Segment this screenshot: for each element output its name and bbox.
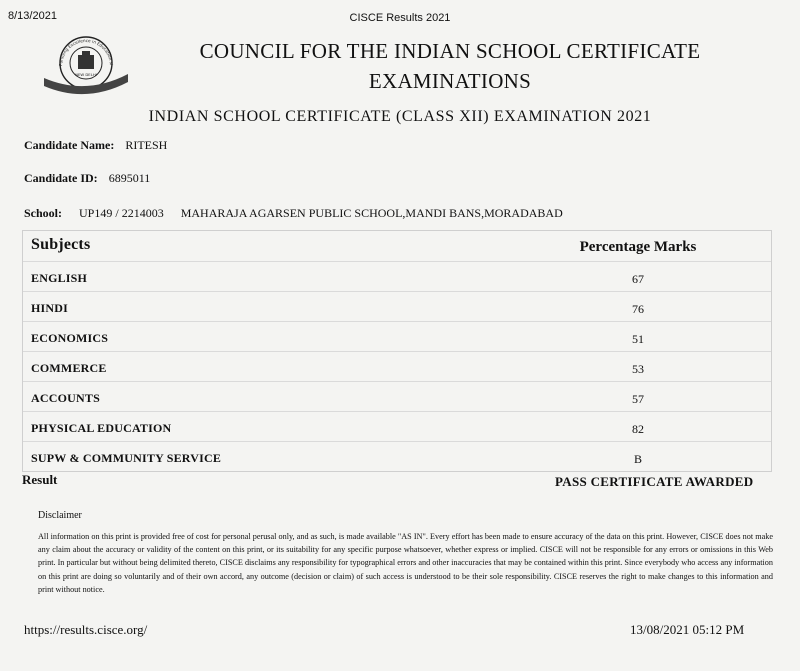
school-row: [24, 206, 563, 221]
subject-name: SUPW & COMMUNITY SERVICE: [31, 451, 222, 465]
council-title-line2: EXAMINATIONS: [368, 69, 532, 93]
school-label: School:: [24, 206, 63, 220]
candidate-name-row: [24, 138, 167, 153]
footer-timestamp: 13/08/2021 05:12 PM: [630, 622, 745, 637]
candidate-id-value: 6895011: [108, 171, 151, 185]
footer-url: https://results.cisce.org/: [24, 622, 148, 637]
table-row: [23, 352, 771, 382]
school-name: MAHARAJA AGARSEN PUBLIC SCHOOL,MANDI BANS,MORADABAD: [180, 206, 563, 220]
logo-ring-text: Pursuing Excellence in Education si: [57, 37, 114, 67]
subject-mark: 82: [632, 422, 644, 436]
page-header-title: CISCE Results 2021: [349, 12, 451, 24]
marks-column-header: Percentage Marks: [579, 239, 697, 255]
marks-table-header: [23, 231, 771, 262]
subject-mark: 51: [632, 332, 644, 346]
svg-text:Pursuing Excellence in Educati: [40, 30, 114, 66]
candidate-name-label: Candidate Name:: [24, 138, 115, 152]
disclaimer-title: Disclaimer: [38, 510, 82, 521]
subject-name: HINDI: [31, 301, 69, 315]
council-title-line1: COUNCIL FOR THE INDIAN SCHOOL CERTIFICATE: [199, 39, 701, 63]
school-code: UP149 / 2214003: [79, 206, 164, 220]
table-row: [23, 412, 771, 442]
result-value: PASS CERTIFICATE AWARDED: [555, 474, 754, 489]
table-row: [23, 322, 771, 352]
disclaimer-text: All information on this print is provided free of cost for personal perusal only, and as such, is made available "AS IN". Every effort has been made to ensure accuracy of the data on this print. However, CISCE does not make any claim about the accuracy or validity of the content on this print, or its suitability for any specific purpose whatsoever, whether express or implied. CISCE will not be responsible for any errors or omissions in this Web print. In particular but without being delimited thereto, CISCE disclaims any responsibility for typographical errors and other inaccuracies that may be contained within this print. Since everybody who access any information on this print are doing so voluntarily and of their own accord, any outcome (decision or claim) of such access is understood to be their sole responsibility. CISCE reserves the right to make changes to this information and print without notice.: [38, 532, 773, 594]
subject-mark: B: [633, 452, 642, 466]
result-label: Result: [22, 472, 58, 487]
candidate-id-row: [24, 171, 150, 186]
subject-mark: 76: [632, 302, 644, 316]
exam-title: INDIAN SCHOOL CERTIFICATE (CLASS XII) EXAMINATION 2021: [148, 108, 652, 125]
print-date: 8/13/2021: [8, 10, 57, 22]
table-row: [23, 382, 771, 412]
table-row: [23, 292, 771, 322]
cisce-logo: [40, 30, 132, 98]
subject-name: ACCOUNTS: [31, 391, 100, 405]
candidate-name-value: RITESH: [125, 138, 168, 152]
council-title: [140, 36, 760, 96]
logo-center-text: NEW DELHI: [75, 72, 97, 77]
subject-name: ECONOMICS: [31, 331, 109, 345]
subject-name: COMMERCE: [31, 361, 107, 375]
subjects-column-header: Subjects: [31, 236, 91, 253]
subject-mark: 53: [632, 362, 644, 376]
table-row: [23, 442, 771, 471]
candidate-id-label: Candidate ID:: [24, 171, 98, 185]
subject-name: PHYSICAL EDUCATION: [31, 421, 172, 435]
table-row: [23, 262, 771, 292]
subject-name: ENGLISH: [31, 271, 88, 285]
subject-mark: 67: [632, 272, 644, 286]
marks-table: [22, 230, 772, 472]
subject-mark: 57: [632, 392, 644, 406]
